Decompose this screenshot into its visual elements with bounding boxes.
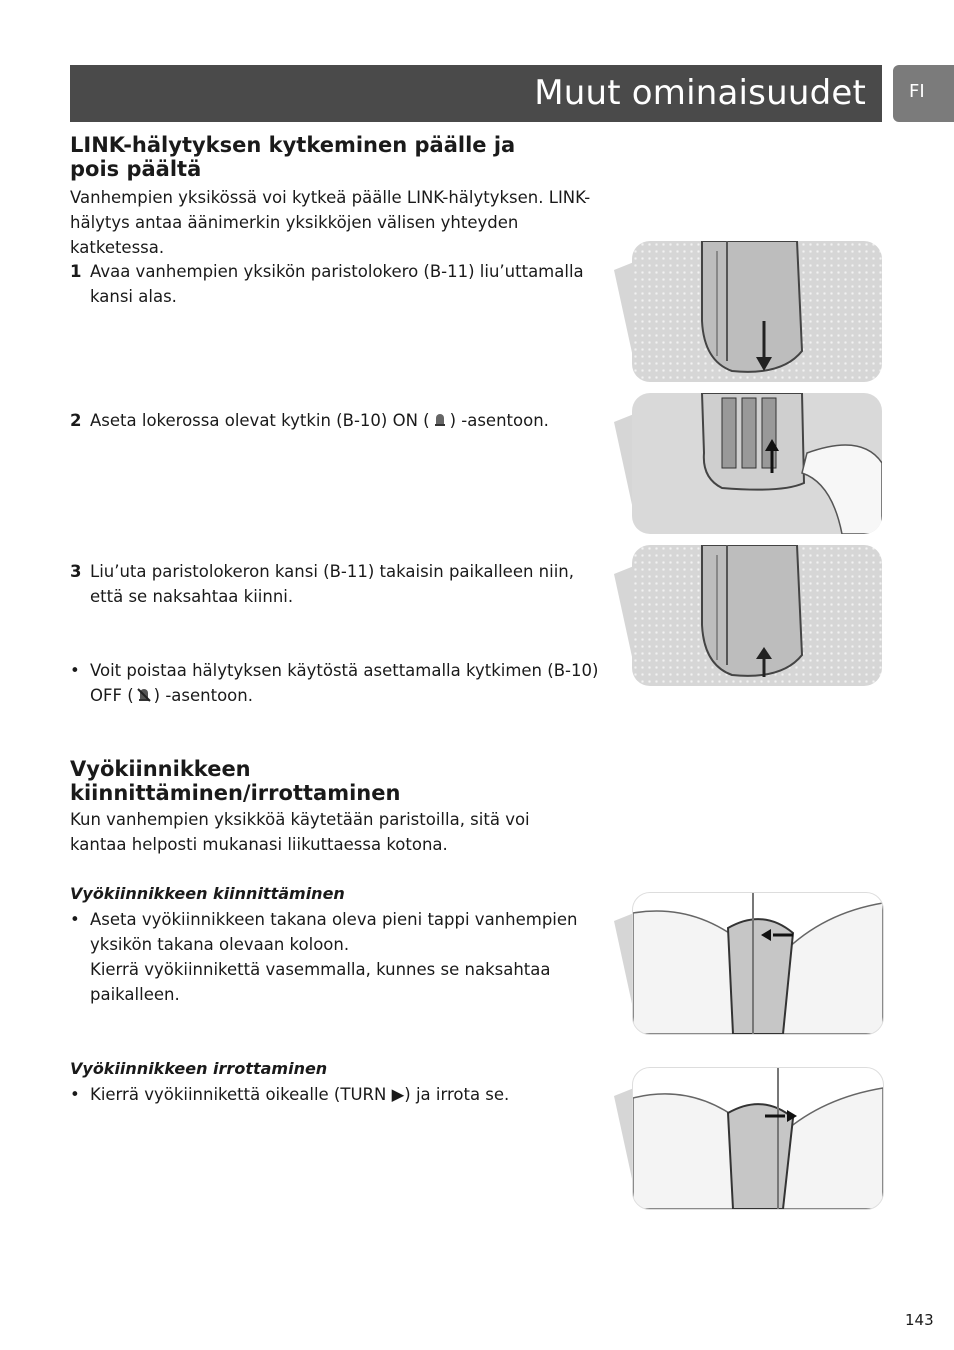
bullet-text: [90, 658, 610, 708]
header-bar: [70, 65, 882, 122]
step-text: Liu’uta paristolokeron kansi (B-11) takaisin paikalleen niin, että se naksahtaa kiinni.: [90, 562, 575, 606]
language-label: FI: [909, 81, 925, 102]
step-number: 2: [70, 411, 82, 430]
language-tab: [893, 65, 954, 122]
subheading-detach: Vyökiinnikkeen irrottaminen: [70, 1059, 328, 1078]
section-heading-link-alarm: [70, 133, 590, 181]
bullet-marker: •: [70, 1085, 80, 1104]
bullet-text-part: Voit poistaa hälytyksen käytöstä asettamalla kytkimen (B-10) OFF (: [90, 661, 599, 705]
bullet-text-part: ) -asentoon.: [153, 686, 253, 705]
section-heading-belt-clip: [70, 757, 590, 805]
step-number: 1: [70, 262, 82, 281]
bullet-text-part: Aseta vyökiinnikkeen takana oleva pieni tappi vanhempien yksikön takana olevaan koloon.: [90, 910, 578, 954]
page-title: Muut ominaisuudet: [534, 73, 866, 113]
step-text-part: ) -asentoon.: [449, 411, 549, 430]
heading-line: kiinnittäminen/irrottaminen: [70, 781, 401, 805]
callout-wedge: [614, 1088, 634, 1188]
bell-icon: [432, 412, 448, 428]
step-text: Avaa vanhempien yksikön paristolokero (B-11) liu’uttamalla kansi alas.: [90, 262, 584, 306]
step-text: [90, 408, 610, 433]
bullet-text: Kierrä vyökiinnikettä oikealle (TURN ▶) ja irrota se.: [90, 1085, 510, 1104]
callout-wedge: [614, 262, 634, 362]
heading-line: LINK-hälytyksen kytkeminen päälle ja: [70, 133, 516, 157]
section-intro: Vanhempien yksikössä voi kytkeä päälle LINK-hälytyksen. LINK-hälytys antaa äänimerkin yksikköjen välisen yhteyden katketessa.: [70, 188, 591, 257]
step-text-part: Aseta lokerossa olevat kytkin (B-10) ON (: [90, 411, 430, 430]
bell-off-icon: [136, 687, 152, 703]
subheading-attach: Vyökiinnikkeen kiinnittäminen: [70, 884, 345, 903]
page-number: 143: [905, 1311, 934, 1329]
callout-wedge: [614, 566, 634, 666]
heading-line: Vyökiinnikkeen: [70, 757, 251, 781]
bullet-text-part: Kierrä vyökiinnikettä vasemmalla, kunnes se naksahtaa paikalleen.: [90, 960, 551, 1004]
illustration-attach-belt-clip: [632, 892, 884, 1035]
illustration-close-battery-cover: [632, 545, 882, 686]
illustration-switch-on: [632, 393, 882, 534]
bullet-marker: •: [70, 910, 80, 929]
bullet-marker: •: [70, 661, 80, 680]
illustration-detach-belt-clip: [632, 1067, 884, 1210]
step-number: 3: [70, 562, 82, 581]
heading-line: pois päältä: [70, 157, 202, 181]
illustration-open-battery-cover: [632, 241, 882, 382]
callout-wedge: [614, 913, 634, 1013]
bullet-text: [90, 907, 590, 1007]
callout-wedge: [614, 414, 634, 514]
section-intro: Kun vanhempien yksikköä käytetään paristoilla, sitä voi kantaa helposti mukanasi liikuttaessa kotona.: [70, 810, 530, 854]
